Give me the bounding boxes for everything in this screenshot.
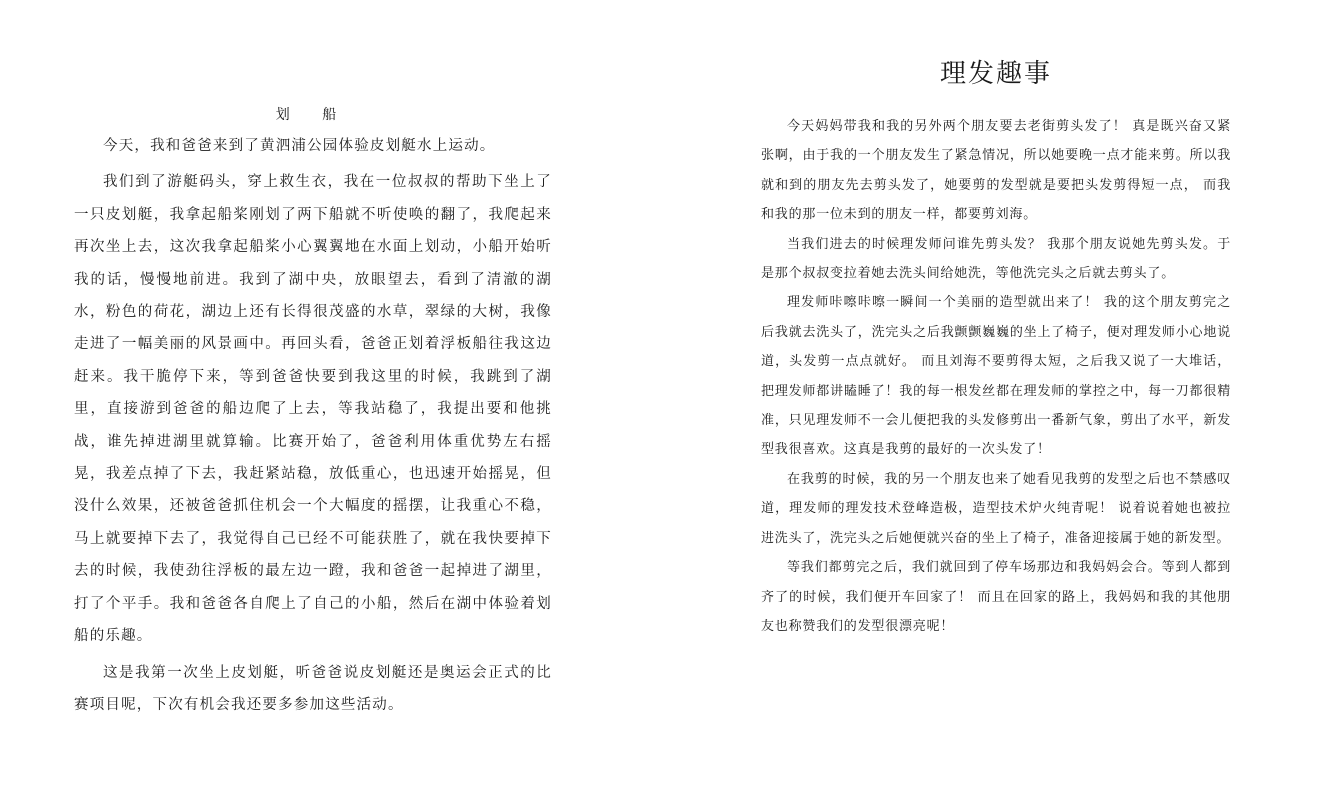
right-paragraph-1: 今天妈妈带我和我的另外两个朋友要去老街剪头发了！ 真是既兴奋又紧张啊，由于我的一个朋友发生了紧急情况，所以她要晚一点才能来剪。所以我就和到的朋友先去剪头发了，她要剪的发型就是要把头发剪得短一点， 而我和我的那一位未到的朋友一样，都要剪刘海。 (761, 119, 1231, 223)
left-paragraph-3: 这是我第一次坐上皮划艇，听爸爸说皮划艇还是奥运会正式的比赛项目呢，下次有机会我还要多参加这些活动。 (74, 664, 552, 713)
right-page-title: 理发趣事 (939, 59, 1052, 89)
right-paragraph-3: 理发师咔嚓咔嚓一瞬间一个美丽的造型就出来了！ 我的这个朋友剪完之后我就去洗头了，洗完头之后我颤颤巍巍的坐上了椅子，便对理发师小心地说道，头发剪一点点就好。 而且刘海不要剪得太短，之后我又说了一大堆话，把理发师都讲瞌睡了！我的每一根发丝都在理发师的掌控之中，每一刀都很精准，只见理发师不一会儿便把我的头发修剪出一番新气象，剪出了水平，新发型我很喜欢。这真是我剪的最好的一次头发了！ (761, 295, 1231, 458)
left-page (74, 100, 552, 725)
left-paragraph-2: 我们到了游艇码头，穿上救生衣，我在一位叔叔的帮助下坐上了一只皮划艇，我拿起船桨刚划了两下船就不听使唤的翻了，我爬起来再次坐上去，这次我拿起船桨小心翼翼地在水面上划动，小船开始听我的话，慢慢地前进。我到了湖中央，放眼望去，看到了清澈的湖水，粉色的荷花，湖边上还有长得很茂盛的水草，翠绿的大树，我像走进了一幅美丽的风景画中。再回头看，爸爸正划着浮板船往我这边赶来。我干脆停下来，等到爸爸快要到我这里的时候，我跳到了湖里，直接游到爸爸的船边爬了上去，等我站稳了，我提出要和他挑战，谁先掉进湖里就算输。比赛开始了，爸爸利用体重优势左右摇晃，我差点掉了下去，我赶紧站稳，放低重心，也迅速开始摇晃，但没什么效果，还被爸爸抓住机会一个大幅度的摇摆，让我重心不稳，马上就要掉下去了，我觉得自己已经不可能获胜了，就在我快要掉下去的时候，我使劲往浮板的最左边一蹬，我和爸爸一起掉进了湖里，打了个平手。我和爸爸各自爬上了自己的小船，然后在湖中体验着划船的乐趣。 (74, 174, 552, 645)
right-paragraph-2: 当我们进去的时候理发师问谁先剪头发？ 我那个朋友说她先剪头发。于是那个叔叔变拉着她去洗头间给她洗，等他洗完头之后就去剪头了。 (761, 236, 1231, 282)
right-page (761, 56, 1231, 641)
right-paragraph-5: 等我们都剪完之后，我们就回到了停车场那边和我妈妈会合。等到人都到齐了的时候，我们便开车回家了！ 而且在回家的路上，我妈妈和我的其他朋友也称赞我们的发型很漂亮呢！ (761, 560, 1231, 634)
right-paragraph-4: 在我剪的时候，我的另一个朋友也来了她看见我剪的发型之后也不禁感叹道，理发师的理发技术登峰造极，造型技术炉火纯青呢！ 说着说着她也被拉进洗头了，洗完头之后她便就兴奋的坐上了椅子，准备迎接属于她的新发型。 (761, 471, 1231, 546)
left-paragraph-1: 今天，我和爸爸来到了黄泗浦公园体验皮划艇水上运动。 (103, 138, 496, 154)
left-page-title: 划 船 (275, 107, 351, 123)
